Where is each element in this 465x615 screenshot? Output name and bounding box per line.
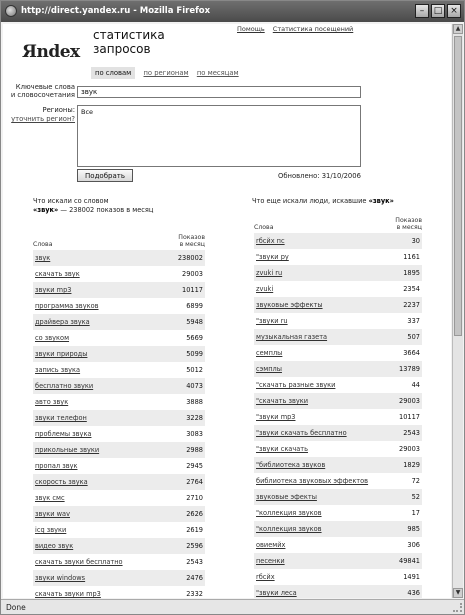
- query-link[interactable]: звук смс: [35, 494, 65, 502]
- table-row: [254, 473, 422, 489]
- query-link[interactable]: звуки телефон: [35, 414, 87, 422]
- query-link[interactable]: "скачать звуки: [256, 397, 309, 405]
- query-link[interactable]: скорость звука: [35, 478, 88, 486]
- impressions-count: 72: [411, 477, 420, 485]
- table-row: [33, 458, 205, 474]
- query-link[interactable]: скачать звук: [35, 270, 80, 278]
- column-header-impressions: Показов в месяц: [178, 234, 205, 248]
- table-row: [33, 394, 205, 410]
- impressions-count: 2543: [186, 558, 203, 566]
- impressions-count: 10117: [182, 286, 203, 294]
- keywords-input[interactable]: [77, 86, 361, 98]
- impressions-count: 507: [407, 333, 420, 341]
- impressions-count: 5669: [186, 334, 203, 342]
- table-row: [33, 474, 205, 490]
- scroll-up-icon[interactable]: ▲: [453, 24, 463, 34]
- impressions-count: 337: [407, 317, 420, 325]
- table-row: [254, 505, 422, 521]
- query-link[interactable]: "коллекция звуков: [256, 525, 322, 533]
- impressions-count: 306: [407, 541, 420, 549]
- page-title-line2: запросов: [93, 42, 151, 56]
- table-row: [33, 442, 205, 458]
- tab-by-words[interactable]: по словам: [91, 67, 135, 79]
- impressions-count: 2332: [186, 590, 203, 598]
- resize-grip-icon[interactable]: [453, 603, 462, 612]
- table-row: [33, 314, 205, 330]
- column-header-words: Слова: [254, 224, 274, 231]
- left-results-table: [33, 250, 205, 598]
- impressions-count: 2710: [186, 494, 203, 502]
- impressions-count: 29003: [399, 397, 420, 405]
- page-title-line1: статистика: [93, 28, 165, 42]
- status-text: Done: [6, 603, 26, 612]
- table-row: [33, 570, 205, 586]
- table-row: [33, 298, 205, 314]
- impressions-count: 52: [411, 493, 420, 501]
- impressions-count: 2543: [403, 429, 420, 437]
- table-row: [254, 569, 422, 585]
- query-link[interactable]: скачать звуки mp3: [35, 590, 101, 598]
- query-link[interactable]: семплы: [256, 349, 283, 357]
- impressions-count: 436: [407, 589, 420, 597]
- minimize-button[interactable]: –: [415, 4, 429, 18]
- query-link[interactable]: прикольные звуки: [35, 446, 100, 454]
- table-row: [33, 330, 205, 346]
- table-row: [33, 586, 205, 598]
- impressions-count: 2237: [403, 301, 420, 309]
- column-header-words: Слова: [33, 241, 53, 248]
- table-row: [33, 282, 205, 298]
- impressions-count: 5099: [186, 350, 203, 358]
- tab-by-regions[interactable]: по регионам: [143, 69, 189, 77]
- table-row: [254, 409, 422, 425]
- impressions-count: 238002: [177, 254, 203, 262]
- impressions-count: 44: [411, 381, 420, 389]
- query-link[interactable]: "звуки ru: [256, 317, 288, 325]
- query-link[interactable]: овиемйх: [256, 541, 286, 549]
- impressions-count: 49841: [399, 557, 420, 565]
- table-row: [33, 506, 205, 522]
- query-link[interactable]: "коллекция звуков: [256, 509, 322, 517]
- query-link[interactable]: zvuki: [256, 285, 274, 293]
- page-viewport: [3, 24, 451, 598]
- query-link[interactable]: сэмплы: [256, 365, 282, 373]
- table-row: [254, 361, 422, 377]
- right-results-table: [254, 233, 422, 598]
- query-link[interactable]: звуки windows: [35, 574, 86, 582]
- query-link[interactable]: проблемы звука: [35, 430, 92, 438]
- query-link[interactable]: "звуки леса: [256, 589, 297, 597]
- regions-label: Регионы: уточнить регион?: [11, 106, 75, 123]
- query-link[interactable]: драйвера звука: [35, 318, 90, 326]
- table-row: [254, 297, 422, 313]
- query-link[interactable]: "звуки скачать бесплатно: [256, 429, 347, 437]
- query-link[interactable]: звуковые эфекты: [256, 493, 317, 501]
- keywords-label: Ключевые слова и словосочетания: [10, 83, 75, 99]
- table-row: [33, 554, 205, 570]
- impressions-count: 2988: [186, 446, 203, 454]
- query-link[interactable]: rбсйх: [256, 573, 275, 581]
- table-row: [254, 521, 422, 537]
- query-link[interactable]: со звуком: [35, 334, 70, 342]
- impressions-count: 1491: [403, 573, 420, 581]
- table-row: [254, 313, 422, 329]
- regions-field[interactable]: [77, 105, 361, 167]
- query-link[interactable]: пропал звук: [35, 462, 78, 470]
- left-table-header: [33, 230, 205, 248]
- page-title: [93, 28, 165, 56]
- query-link[interactable]: icq звуки: [35, 526, 67, 534]
- table-row: [254, 441, 422, 457]
- query-link[interactable]: звуки mp3: [35, 286, 72, 294]
- query-link[interactable]: звуки wav: [35, 510, 70, 518]
- query-link[interactable]: песенки: [256, 557, 285, 565]
- table-row: [254, 553, 422, 569]
- query-link[interactable]: звук: [35, 254, 51, 262]
- table-row: [254, 489, 422, 505]
- right-table-header: [254, 213, 422, 231]
- impressions-count: 985: [407, 525, 420, 533]
- status-bar: [1, 599, 464, 614]
- updated-date: Обновлено: 31/10/2006: [278, 172, 361, 180]
- close-button[interactable]: ×: [447, 4, 461, 18]
- query-link[interactable]: "звуки ру: [256, 253, 289, 261]
- query-link[interactable]: программа звуков: [35, 302, 99, 310]
- query-link[interactable]: zvuki ru: [256, 269, 283, 277]
- table-row: [254, 249, 422, 265]
- impressions-count: 1895: [403, 269, 420, 277]
- submit-button[interactable]: Подобрать: [77, 169, 133, 182]
- impressions-count: 2596: [186, 542, 203, 550]
- table-row: [33, 426, 205, 442]
- impressions-count: 2476: [186, 574, 203, 582]
- impressions-count: 17: [411, 509, 420, 517]
- impressions-count: 2764: [186, 478, 203, 486]
- query-link[interactable]: "скачать разные звуки: [256, 381, 336, 389]
- visits-stats-link[interactable]: Статистика посещений: [272, 25, 354, 33]
- table-row: [33, 250, 205, 266]
- refine-region-link[interactable]: уточнить регион?: [11, 115, 75, 123]
- scrollbar-thumb[interactable]: [454, 36, 462, 336]
- left-column-heading: Что искали со словом «звук» — 238002 показов в месяц: [33, 197, 154, 214]
- query-link[interactable]: скачать звуки бесплатно: [35, 558, 123, 566]
- query-link[interactable]: музыкальная газета: [256, 333, 328, 341]
- scroll-down-icon[interactable]: ▼: [453, 588, 463, 598]
- impressions-count: 2619: [186, 526, 203, 534]
- table-row: [33, 410, 205, 426]
- table-row: [33, 266, 205, 282]
- table-row: [254, 377, 422, 393]
- query-link[interactable]: запись звука: [35, 366, 81, 374]
- query-link[interactable]: бесплатно звуки: [35, 382, 94, 390]
- query-link[interactable]: "библиотека звуков: [256, 461, 326, 469]
- query-link[interactable]: "звуки скачать: [256, 445, 309, 453]
- table-row: [254, 457, 422, 473]
- table-row: [254, 329, 422, 345]
- table-row: [33, 362, 205, 378]
- impressions-count: 3664: [403, 349, 420, 357]
- impressions-count: 5948: [186, 318, 203, 326]
- impressions-count: 30: [411, 237, 420, 245]
- table-row: [254, 393, 422, 409]
- maximize-button[interactable]: □: [431, 4, 445, 18]
- firefox-icon: [5, 5, 17, 17]
- query-link[interactable]: rбсйх пс: [256, 237, 285, 245]
- impressions-count: 2354: [403, 285, 420, 293]
- vertical-scrollbar[interactable]: [452, 24, 463, 598]
- table-row: [254, 425, 422, 441]
- impressions-count: 2945: [186, 462, 203, 470]
- column-header-impressions: Показов в месяц: [395, 217, 422, 231]
- table-row: [254, 281, 422, 297]
- table-row: [33, 378, 205, 394]
- impressions-count: 1829: [403, 461, 420, 469]
- table-row: [33, 522, 205, 538]
- table-row: [254, 345, 422, 361]
- query-link[interactable]: "звуки mp3: [256, 413, 296, 421]
- table-row: [254, 585, 422, 598]
- help-link[interactable]: Помощь: [237, 25, 265, 33]
- impressions-count: 1161: [403, 253, 420, 261]
- query-link[interactable]: библиотека звуковых эффектов: [256, 477, 369, 485]
- table-row: [33, 346, 205, 362]
- impressions-count: 13789: [399, 365, 420, 373]
- yandex-logo[interactable]: Яndex: [22, 42, 80, 62]
- impressions-count: 3083: [186, 430, 203, 438]
- query-link[interactable]: звуки природы: [35, 350, 88, 358]
- impressions-count: 4073: [186, 382, 203, 390]
- query-link[interactable]: видео звук: [35, 542, 74, 550]
- tab-by-months[interactable]: по месяцам: [196, 69, 239, 77]
- query-link[interactable]: авто звук: [35, 398, 69, 406]
- impressions-count: 3228: [186, 414, 203, 422]
- table-row: [254, 265, 422, 281]
- table-row: [254, 233, 422, 249]
- title-bar[interactable]: [1, 1, 464, 22]
- impressions-count: 5012: [186, 366, 203, 374]
- mode-tabs: [91, 67, 245, 79]
- impressions-count: 2626: [186, 510, 203, 518]
- table-row: [254, 537, 422, 553]
- impressions-count: 10117: [399, 413, 420, 421]
- impressions-count: 3888: [186, 398, 203, 406]
- impressions-count: 29003: [399, 445, 420, 453]
- impressions-count: 29003: [182, 270, 203, 278]
- window-title: http://direct.yandex.ru - Mozilla Firefox: [21, 6, 211, 16]
- right-column-heading: Что еще искали люди, искавшие «звук»: [252, 197, 394, 205]
- table-row: [33, 490, 205, 506]
- table-row: [33, 538, 205, 554]
- top-links: [237, 25, 359, 33]
- query-link[interactable]: звуковые эффекты: [256, 301, 323, 309]
- impressions-count: 6899: [186, 302, 203, 310]
